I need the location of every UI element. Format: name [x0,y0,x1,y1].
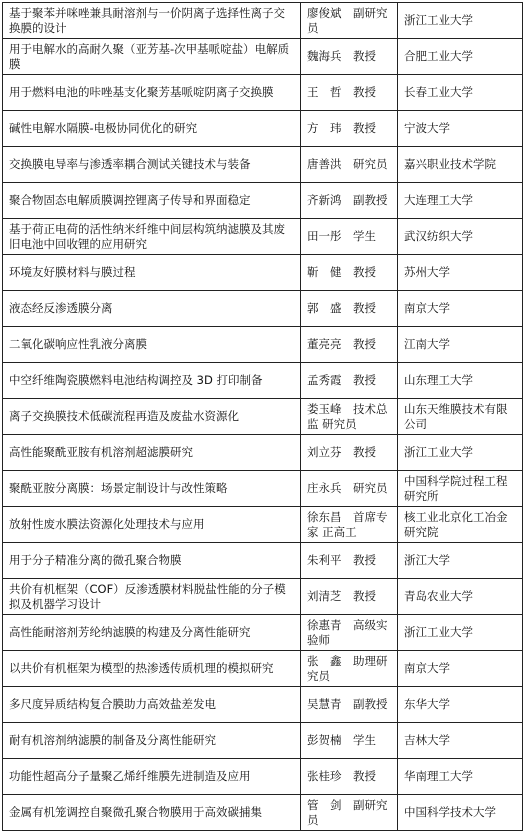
person-cell: 刘立芬 教授 [301,435,398,471]
topic-cell: 中空纤维陶瓷膜燃料电池结构调控及 3D 打印制备 [3,363,301,399]
institution-cell: 苏州大学 [398,255,523,291]
table-row [3,471,523,507]
person-cell: 刘清芝 教授 [301,579,398,615]
topic-cell: 金属有机笼调控自聚微孔聚合物膜用于高效碳捕集 [3,795,301,831]
table-row [3,651,523,687]
person-cell: 吴慧青 副教授 [301,687,398,723]
institution-cell: 嘉兴职业技术学院 [398,147,523,183]
table-row [3,435,523,471]
topic-cell: 环境友好膜材料与膜过程 [3,255,301,291]
person-cell: 靳 健 教授 [301,255,398,291]
table-row [3,39,523,75]
topic-cell: 高性能耐溶剂芳纶纳滤膜的构建及分离性能研究 [3,615,301,651]
speaker-table [2,2,523,831]
person-cell: 娄玉峰 技术总监 研究员 [301,399,398,435]
table-row [3,327,523,363]
person-cell: 张 鑫 助理研究员 [301,651,398,687]
person-cell: 方 玮 教授 [301,111,398,147]
institution-cell: 山东理工大学 [398,363,523,399]
person-cell: 田一彤 学生 [301,219,398,255]
topic-cell: 基于荷正电荷的活性纳米纤维中间层构筑纳滤膜及其废旧电池中回收锂的应用研究 [3,219,301,255]
institution-cell: 山东天维膜技术有限公司 [398,399,523,435]
table-row [3,723,523,759]
topic-cell: 基于聚苯并咪唑兼具耐溶剂与一价阴离子选择性离子交换膜的设计 [3,3,301,39]
person-cell: 管 剑 副研究员 [301,795,398,831]
person-cell: 齐新鸿 副教授 [301,183,398,219]
topic-cell: 液态经反渗透膜分离 [3,291,301,327]
table-row [3,759,523,795]
institution-cell: 华南理工大学 [398,759,523,795]
institution-cell: 青岛农业大学 [398,579,523,615]
institution-cell: 浙江工业大学 [398,615,523,651]
institution-cell: 中国科学院过程工程研究所 [398,471,523,507]
topic-cell: 用于分子精准分离的微孔聚合物膜 [3,543,301,579]
table-row [3,687,523,723]
institution-cell: 吉林大学 [398,723,523,759]
table-row [3,291,523,327]
institution-cell: 武汉纺织大学 [398,219,523,255]
institution-cell: 浙江工业大学 [398,3,523,39]
institution-cell: 浙江工业大学 [398,435,523,471]
topic-cell: 二氧化碳响应性乳液分离膜 [3,327,301,363]
person-cell: 张桂珍 教授 [301,759,398,795]
table-row [3,111,523,147]
table-row [3,363,523,399]
institution-cell: 中国科学技术大学 [398,795,523,831]
table-row [3,795,523,831]
topic-cell: 多尺度异质结构复合膜助力高效盐差发电 [3,687,301,723]
table-row [3,183,523,219]
table-row [3,75,523,111]
table-row [3,255,523,291]
person-cell: 郭 盛 教授 [301,291,398,327]
topic-cell: 高性能聚酰亚胺有机溶剂超滤膜研究 [3,435,301,471]
topic-cell: 以共价有机框架为模型的热渗透传质机理的模拟研究 [3,651,301,687]
person-cell: 唐善洪 研究员 [301,147,398,183]
table-row [3,615,523,651]
person-cell: 彭贺楠 学生 [301,723,398,759]
person-cell: 王 哲 教授 [301,75,398,111]
institution-cell: 长春工业大学 [398,75,523,111]
institution-cell: 南京大学 [398,291,523,327]
table-row [3,579,523,615]
topic-cell: 用于燃料电池的咔唑基支化聚芳基哌啶阴离子交换膜 [3,75,301,111]
table-row [3,219,523,255]
table-row [3,507,523,543]
institution-cell: 南京大学 [398,651,523,687]
topic-cell: 共价有机框架（COF）反渗透膜材料脱盐性能的分子模拟及机器学习设计 [3,579,301,615]
topic-cell: 放射性废水膜法资源化处理技术与应用 [3,507,301,543]
institution-cell: 宁波大学 [398,111,523,147]
institution-cell: 东华大学 [398,687,523,723]
institution-cell: 核工业北京化工冶金研究院 [398,507,523,543]
table-row [3,399,523,435]
institution-cell: 合肥工业大学 [398,39,523,75]
person-cell: 徐惠青 高级实验师 [301,615,398,651]
topic-cell: 离子交换膜技术低碳流程再造及废盐水资源化 [3,399,301,435]
institution-cell: 浙江大学 [398,543,523,579]
person-cell: 庄永兵 研究员 [301,471,398,507]
person-cell: 孟秀霞 教授 [301,363,398,399]
table-body [3,3,523,831]
person-cell: 魏海兵 教授 [301,39,398,75]
topic-cell: 耐有机溶剂纳滤膜的制备及分离性能研究 [3,723,301,759]
topic-cell: 聚合物固态电解质膜调控锂离子传导和界面稳定 [3,183,301,219]
topic-cell: 聚酰亚胺分离膜：场景定制设计与改性策略 [3,471,301,507]
topic-cell: 交换膜电导率与渗透率耦合测试关键技术与装备 [3,147,301,183]
person-cell: 朱利平 教授 [301,543,398,579]
topic-cell: 用于电解水的高耐久聚（亚芳基-次甲基哌啶盐）电解质膜 [3,39,301,75]
institution-cell: 江南大学 [398,327,523,363]
person-cell: 徐东昌 首席专家 正高工 [301,507,398,543]
institution-cell: 大连理工大学 [398,183,523,219]
topic-cell: 功能性超高分子量聚乙烯纤维膜先进制造及应用 [3,759,301,795]
table-row [3,3,523,39]
table-row [3,147,523,183]
topic-cell: 碱性电解水隔膜-电极协同优化的研究 [3,111,301,147]
person-cell: 董亮亮 教授 [301,327,398,363]
person-cell: 廖俊斌 副研究员 [301,3,398,39]
table-row [3,543,523,579]
